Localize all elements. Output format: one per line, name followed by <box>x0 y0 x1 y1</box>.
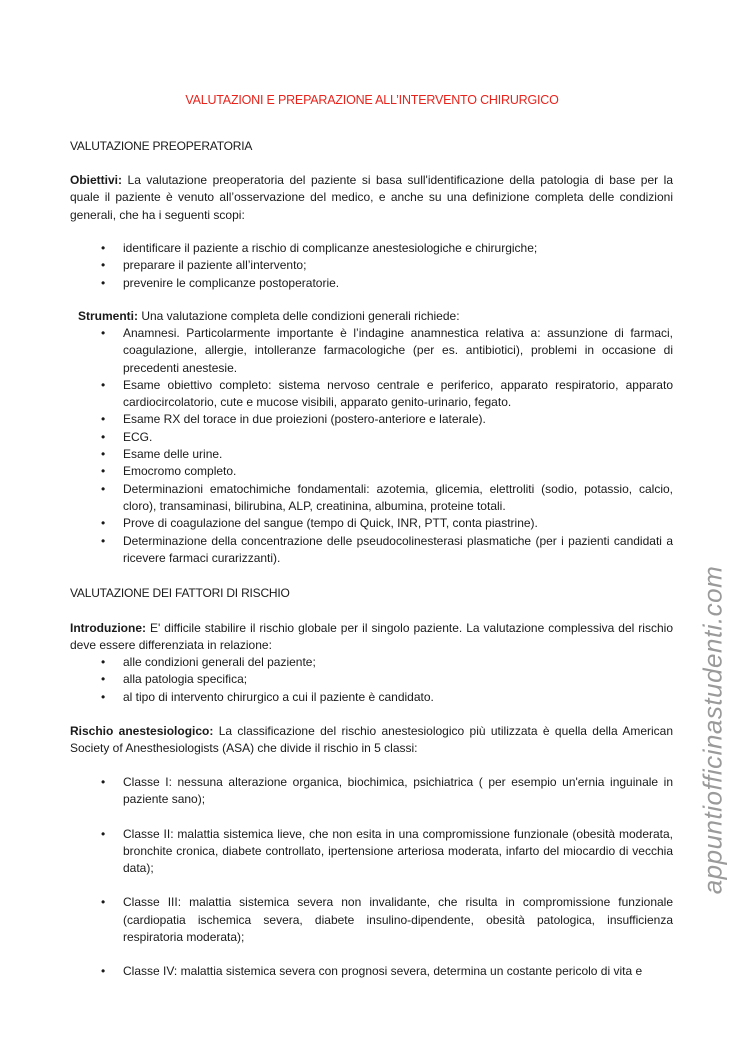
list-item: • Esame obiettivo completo: sistema nervoso centrale e periferico, apparato respiratorio, apparato cardiocircolatorio, cute e mucose visibili, apparato genito-urinario, fegato. <box>70 377 673 412</box>
list-item: • ECG. <box>70 429 673 446</box>
list-item: • Classe I: nessuna alterazione organica, biochimica, psichiatrica ( per esempio un'ernia inguinale in paziente sano); <box>70 774 673 809</box>
list-item: • Classe IV: malattia sistemica severa con prognosi severa, determina un costante pericolo di vita e <box>70 963 673 980</box>
asa-classes-list <box>70 774 673 998</box>
list-item: • Classe II: malattia sistemica lieve, che non esita in una compromissione funzionale (obesità moderata, bronchite cronica, diabete controllato, ipertensione arteriosa moderata, infarto del miocardio di vecchia data); <box>70 826 673 878</box>
obiettivi-label: Obiettivi: <box>70 173 123 187</box>
rischio-label: Rischio anestesiologico: <box>70 724 214 738</box>
list-item: • al tipo di intervento chirurgico a cui il paziente è candidato. <box>70 689 673 706</box>
introduzione-list <box>70 654 673 706</box>
obiettivi-list <box>70 240 673 292</box>
rischio-paragraph <box>70 723 673 758</box>
introduzione-paragraph <box>70 620 673 655</box>
list-item: • alla patologia specifica; <box>70 671 673 688</box>
introduzione-label: Introduzione: <box>70 621 146 635</box>
list-item: • Emocromo completo. <box>70 463 673 480</box>
rischio-text: La classificazione del rischio anestesiologico più utilizzata è quella della American Society of Anesthesiologists (ASA) che divide il rischio in 5 classi: <box>70 724 673 756</box>
strumenti-label: Strumenti: <box>78 309 138 323</box>
list-item: • prevenire le complicanze postoperatorie. <box>70 275 673 292</box>
list-item: • Determinazioni ematochimiche fondamentali: azotemia, glicemia, elettroliti (sodio, potassio, calcio, cloro), transaminasi, bilirubina, ALP, creatinina, albumina, proteine totali. <box>70 481 673 516</box>
strumenti-text: Una valutazione completa delle condizioni generali richiede: <box>138 309 460 323</box>
obiettivi-text: La valutazione preoperatoria del paziente si basa sull'identificazione della patologia di base per la quale il paziente è venuto all’osservazione del medico, e anche su una definizione completa delle condizioni generali, che ha i seguenti scopi: <box>70 173 673 222</box>
strumenti-list <box>70 325 673 567</box>
strumenti-paragraph <box>78 308 673 325</box>
list-item: • Classe III: malattia sistemica severa non invalidante, che risulta in compromissione funzionale (cardiopatia ischemica severa, diabete insulino-dipendente, obesità patologica, insufficienza respiratoria moderata); <box>70 894 673 946</box>
section-heading-preoperatoria: VALUTAZIONE PREOPERATORIA <box>70 139 253 153</box>
list-item: • Esame RX del torace in due proiezioni (postero-anteriore e laterale). <box>70 411 673 428</box>
list-item: • identificare il paziente a rischio di complicanze anestesiologiche e chirurgiche; <box>70 240 673 257</box>
watermark-text: appuntiofficinastudenti.com <box>697 565 728 895</box>
list-item: • alle condizioni generali del paziente; <box>70 654 673 671</box>
introduzione-text: E' difficile stabilire il rischio globale per il singolo paziente. La valutazione complessiva del rischio deve essere differenziata in relazione: <box>70 621 673 653</box>
obiettivi-paragraph <box>70 172 673 224</box>
list-item: • Esame delle urine. <box>70 446 673 463</box>
list-item: • Anamnesi. Particolarmente importante è l’indagine anamnestica relativa a: assunzione di farmaci, coagulazione, allergie, intolleranze farmacologiche (per es. antibiotici), problemi in occasione di precedenti anestesie. <box>70 325 673 377</box>
list-item: • Determinazione della concentrazione delle pseudocolinesterasi plasmatiche (per i pazienti candidati a ricevere farmaci curarizzanti). <box>70 533 673 568</box>
list-item: • preparare il paziente all’intervento; <box>70 257 673 274</box>
list-item: • Prove di coagulazione del sangue (tempo di Quick, INR, PTT, conta piastrine). <box>70 515 673 532</box>
document-title: VALUTAZIONI E PREPARAZIONE ALL’INTERVENTO CHIRURGICO <box>185 93 559 107</box>
section-heading-fattori-rischio: VALUTAZIONE DEI FATTORI DI RISCHIO <box>70 586 290 600</box>
